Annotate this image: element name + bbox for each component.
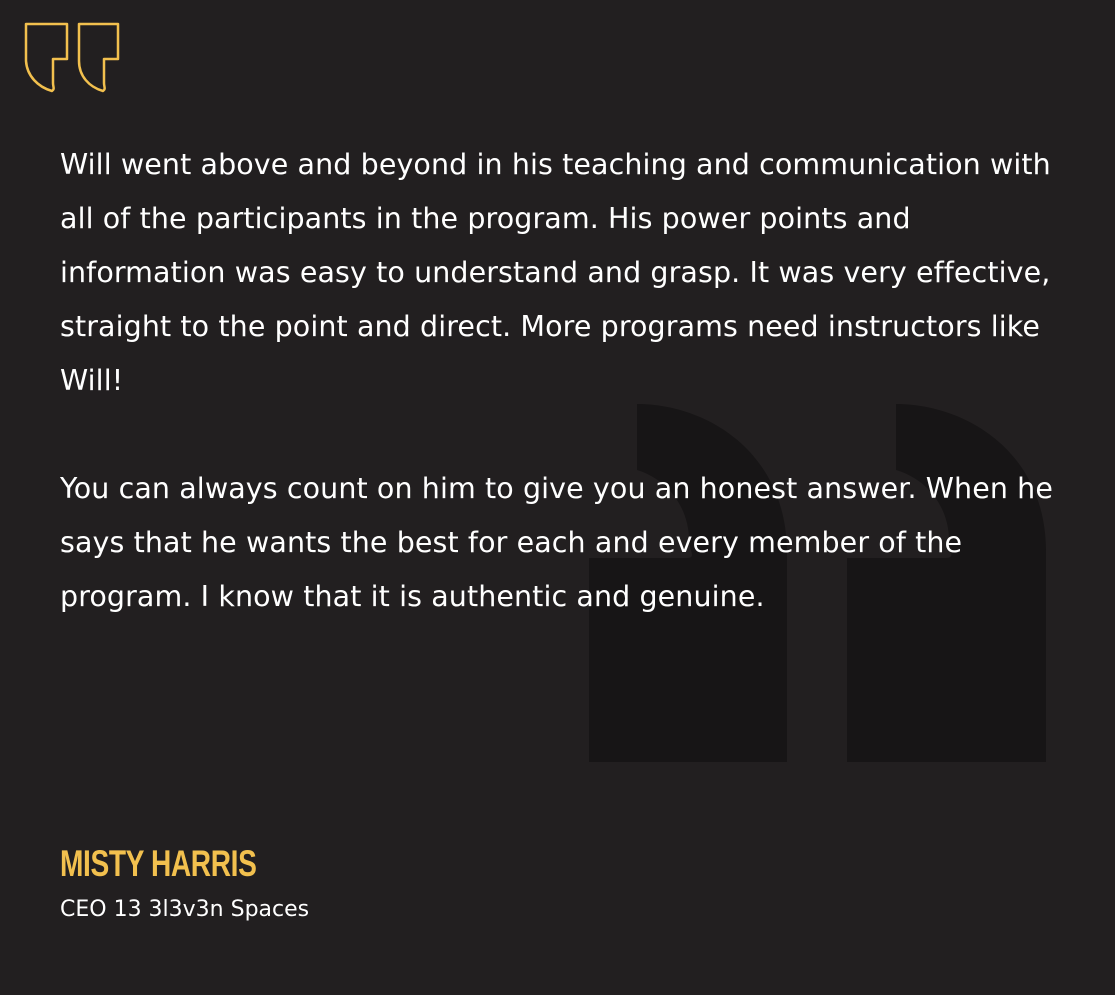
testimonial-paragraph: Will went above and beyond in his teaching and communication with all of the participants in the program. His power points and information was easy to understand and grasp. It was very effective, straight to the point and direct. More programs need instructors like Will! <box>60 148 1051 397</box>
testimonial-quote <box>60 138 1070 624</box>
author-title: CEO 13 3l3v3n Spaces <box>60 897 310 922</box>
author-name: MISTY HARRIS <box>60 843 257 884</box>
testimonial-paragraph: You can always count on him to give you an honest answer. When he says that he wants the best for each and every member of the program. I know that it is authentic and genuine. <box>60 472 1053 613</box>
open-quote-icon <box>22 21 120 95</box>
